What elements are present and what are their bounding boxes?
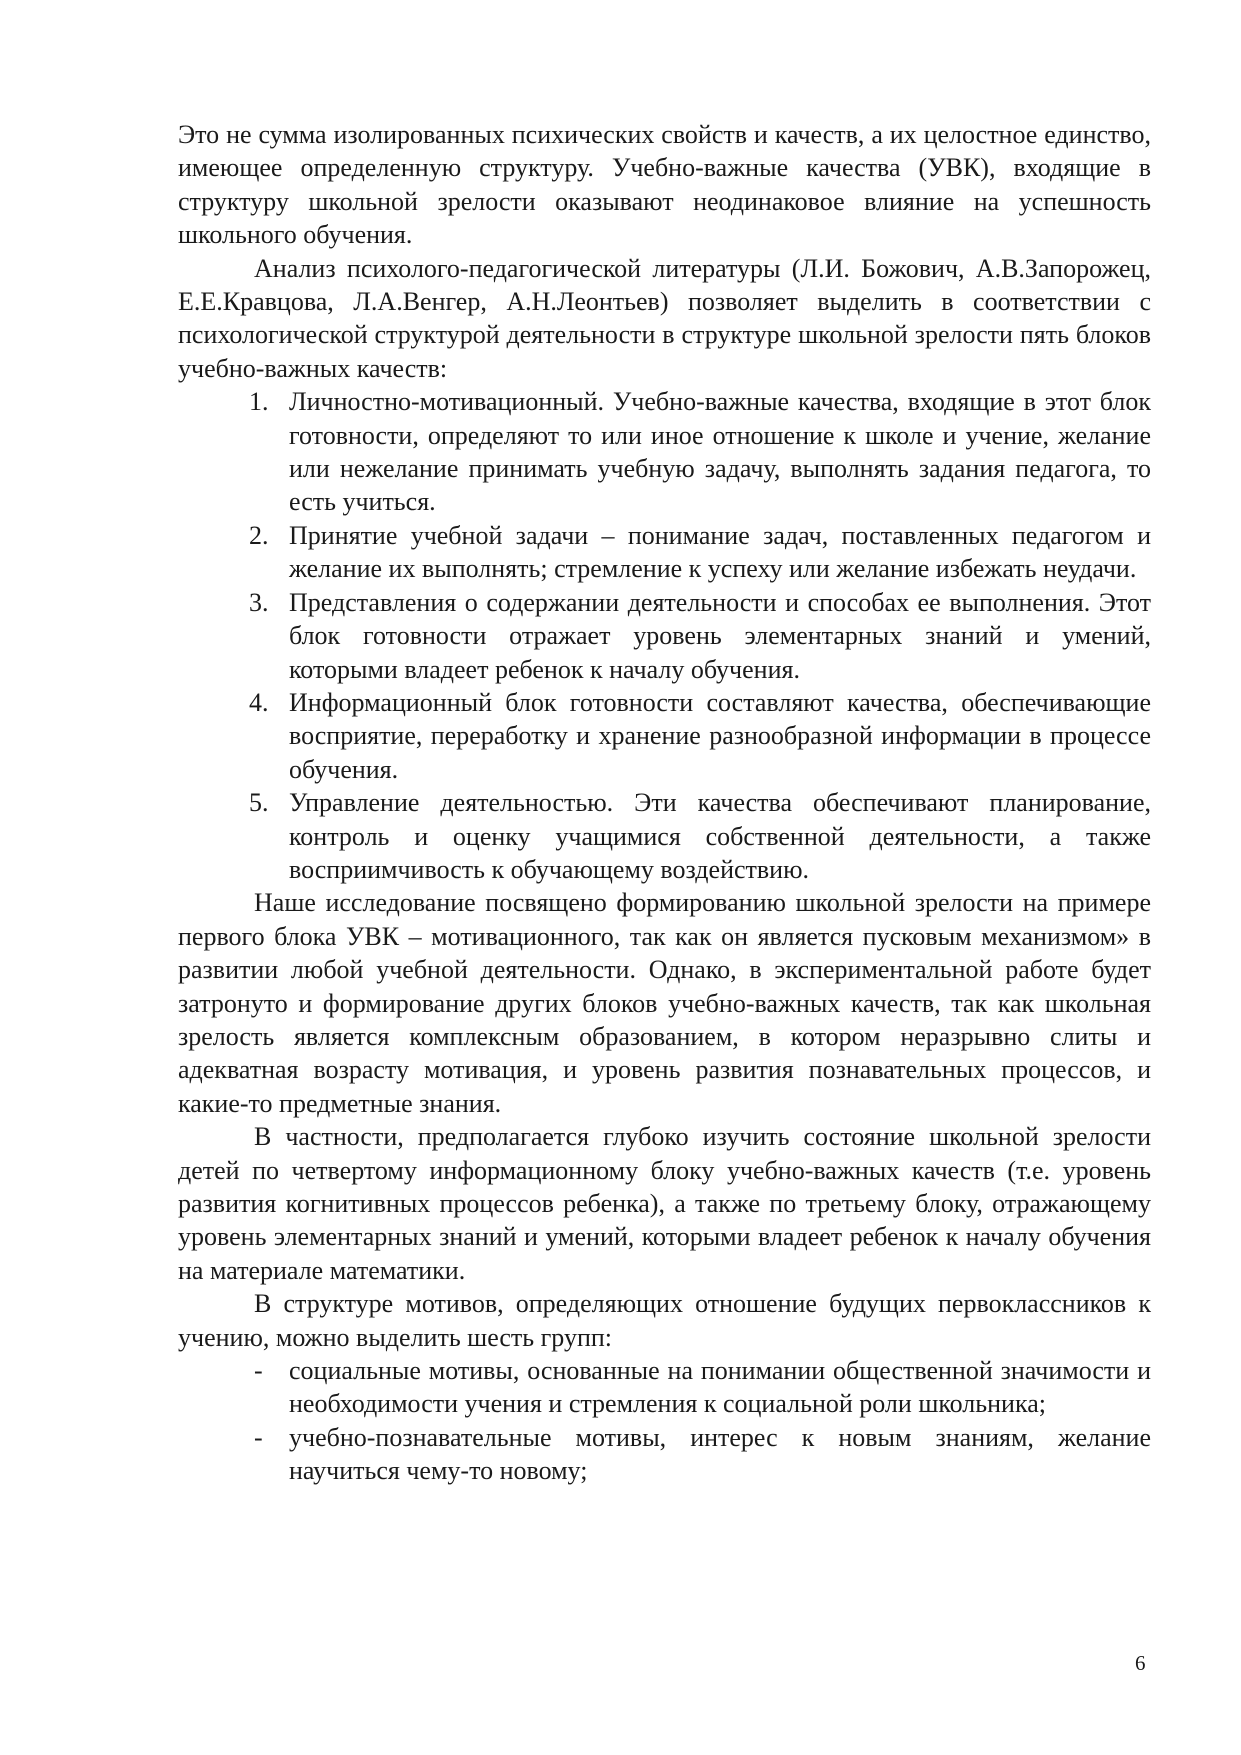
list-item-text: учебно-познавательные мотивы, интерес к новым знаниям, желание научиться чему-то новому; [289, 1422, 1151, 1486]
list-item-text: Представления о содержании деятельности и способах ее выполнения. Этот блок готовности отражает уровень элементарных знаний и умений, которыми владеет ребенок к началу обучения. [289, 587, 1151, 684]
list-marker: - [254, 1422, 263, 1452]
document-body [178, 118, 1151, 1488]
list-marker: - [254, 1356, 263, 1386]
list-item-text: социальные мотивы, основанные на понимании общественной значимости и необходимости учения и стремления к социальной роли школьника; [289, 1356, 1151, 1419]
list-item-text: Личностно-мотивационный. Учебно-важные качества, входящие в этот блок готовности, определяют то или иное отношение к школе и учение, желание или нежелание принимать учебную задачу, выполнять задания педагога, то есть учиться. [289, 387, 1151, 517]
page-number: 6 [1135, 1651, 1146, 1675]
paragraph: Это не сумма изолированных психических свойств и качеств, а их целостное единство, имеющее определенную структуру. Учебно-важные качества (УВК), входящие в структуру школьной зрелости оказывают неодинаковое влияние на успешность школьного обучения. [178, 120, 1151, 250]
list-marker: 5. [249, 788, 269, 818]
list-item-text: Информационный блок готовности составляют качества, обеспечивающие восприятие, переработку и хранение разнообразной информации в процессе обучения. [289, 687, 1151, 784]
paragraph: В частности, предполагается глубоко изучить состояние школьной зрелости детей по четвертому информационному блоку учебно-важных качеств (т.е. уровень развития когнитивных процессов ребенка), а также по третьему блоку, отражающему уровень элементарных знаний и умений, которыми владеет ребенок к началу обучения на материале математики. [178, 1122, 1151, 1285]
list-item-text: Управление деятельностью. Эти качества обеспечивают планирование, контроль и оценку учащимися собственной деятельности, а также восприимчивость к обучающему воздействию. [289, 788, 1151, 884]
list-marker: 2. [249, 520, 269, 550]
list-item [178, 1421, 1151, 1488]
paragraph: Наше исследование посвящено формированию школьной зрелости на примере первого блока УВК – мотивационного, так как он является пусковым механизмом» в развитии любой учебной деятельности. Однако, в экспериментальной работе будет затронуто и формирование других блоков учебно-важных качеств, так как школьная зрелость является комплексным образованием, в котором неразрывно слиты и адекватная возрасту мотивация, и уровень развития познавательных процессов, и какие-то предметные знания. [178, 888, 1151, 1118]
list-item [178, 1354, 1151, 1421]
list-marker: 4. [249, 687, 269, 717]
list-marker: 1. [249, 387, 269, 417]
paragraph: В структуре мотивов, определяющих отношение будущих первоклассников к учению, можно выделить шесть групп: [178, 1289, 1151, 1352]
paragraph: Анализ психолого-педагогической литературы (Л.И. Божович, А.В.Запорожец, Е.Е.Кравцова, Л.А.Венгер, А.Н.Леонтьев) позволяет выделить в соответствии с психологической структурой деятельности в структуре школьной зрелости пять блоков учебно-важных качеств: [178, 253, 1151, 383]
list-marker: 3. [249, 587, 269, 617]
list-item-text: Принятие учебной задачи – понимание задач, поставленных педагогом и желание их выполнять; стремление к успеху или желание избежать неудачи. [289, 520, 1151, 584]
list-item [178, 586, 1151, 686]
dash-list [178, 1354, 1151, 1488]
list-item [178, 686, 1151, 786]
numbered-list [178, 385, 1151, 886]
list-item [178, 385, 1151, 519]
list-item [178, 519, 1151, 586]
list-item [178, 786, 1151, 886]
